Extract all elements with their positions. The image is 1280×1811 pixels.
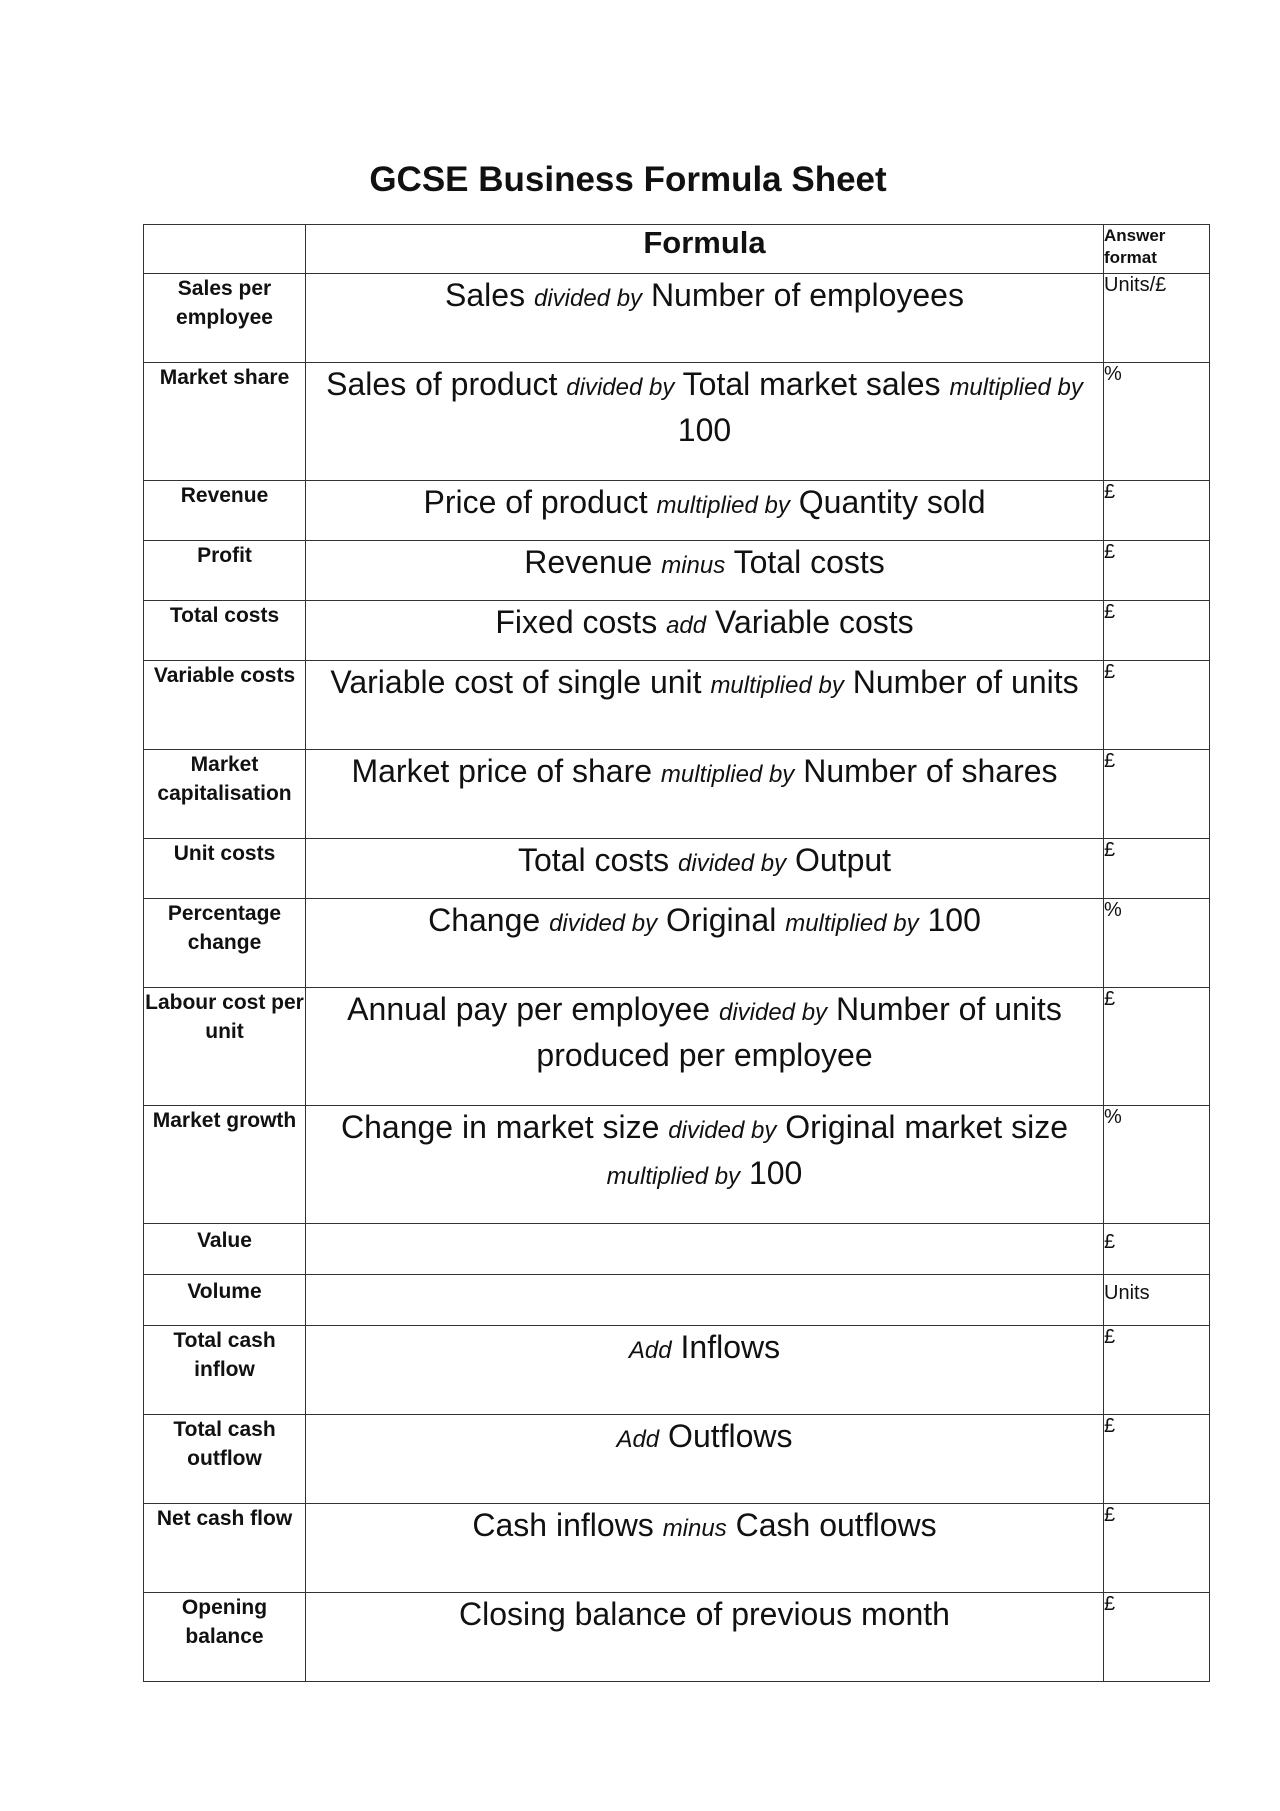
formula-operator: multiplied by bbox=[606, 1163, 741, 1190]
formula-term: Original bbox=[666, 902, 777, 938]
formula-cell bbox=[306, 1106, 1104, 1224]
table-row bbox=[144, 1415, 1210, 1504]
formula-operator: divided by bbox=[549, 910, 658, 937]
formula-cell bbox=[306, 1224, 1104, 1275]
table-row bbox=[144, 1326, 1210, 1415]
formula-term: Annual pay per employee bbox=[347, 991, 711, 1027]
formula-cell bbox=[306, 988, 1104, 1106]
formula-term: 100 bbox=[748, 1155, 803, 1191]
formula-table bbox=[143, 224, 1210, 1682]
table-row bbox=[144, 481, 1210, 541]
formula-operator: minus bbox=[662, 1515, 727, 1542]
measure-name: Labour cost per unit bbox=[144, 988, 306, 1106]
formula-operator: Add bbox=[616, 1426, 660, 1453]
formula-operator: Add bbox=[628, 1337, 672, 1364]
formula-cell bbox=[306, 274, 1104, 363]
measure-name: Revenue bbox=[144, 481, 306, 541]
formula-operator: divided by bbox=[678, 850, 787, 877]
formula-cell bbox=[306, 1326, 1104, 1415]
header-row bbox=[144, 225, 1210, 274]
formula-operator: add bbox=[666, 612, 707, 639]
formula-term: Change in market size bbox=[341, 1109, 660, 1145]
answer-format-cell: Units bbox=[1104, 1275, 1210, 1326]
formula-operator: divided by bbox=[566, 374, 675, 401]
formula-cell bbox=[306, 363, 1104, 481]
formula-cell bbox=[306, 750, 1104, 839]
formula-term: Number of shares bbox=[803, 753, 1058, 789]
page-title: GCSE Business Formula Sheet bbox=[369, 160, 887, 199]
table-row bbox=[144, 750, 1210, 839]
formula-operator: multiplied by bbox=[949, 374, 1083, 401]
measure-name: Value bbox=[144, 1224, 306, 1275]
measure-name: Total cash inflow bbox=[144, 1326, 306, 1415]
formula-term: Number of units produced per employee bbox=[536, 991, 1062, 1073]
formula-operator: multiplied by bbox=[660, 761, 795, 788]
formula-term: 100 bbox=[677, 412, 732, 448]
table-row bbox=[144, 839, 1210, 899]
formula-term: Fixed costs bbox=[495, 604, 658, 640]
measure-name: Opening balance bbox=[144, 1593, 306, 1682]
table-row bbox=[144, 541, 1210, 601]
measure-name: Percentage change bbox=[144, 899, 306, 988]
formula-term: Number of units bbox=[852, 664, 1079, 700]
formula-term: Market price of share bbox=[351, 753, 653, 789]
formula-operator: minus bbox=[661, 552, 726, 579]
formula-term: Change bbox=[428, 902, 541, 938]
answer-format-cell: £ bbox=[1104, 750, 1210, 839]
formula-term: Outflows bbox=[668, 1418, 793, 1454]
table-row bbox=[144, 1504, 1210, 1593]
formula-operator: divided by bbox=[718, 999, 828, 1026]
answer-format-cell: % bbox=[1104, 899, 1210, 988]
answer-format-cell: £ bbox=[1104, 541, 1210, 601]
answer-format-cell: £ bbox=[1104, 601, 1210, 661]
answer-format-cell: £ bbox=[1104, 839, 1210, 899]
formula-term: Price of product bbox=[423, 484, 648, 520]
formula-term: Sales of product bbox=[326, 366, 558, 402]
formula-cell bbox=[306, 601, 1104, 661]
table-row bbox=[144, 1275, 1210, 1326]
table-row bbox=[144, 601, 1210, 661]
formula-operator: divided by bbox=[668, 1117, 777, 1144]
table-row bbox=[144, 1106, 1210, 1224]
formula-cell bbox=[306, 1504, 1104, 1593]
formula-term: Revenue bbox=[524, 544, 653, 580]
answer-format-cell: £ bbox=[1104, 1504, 1210, 1593]
formula-term: Total costs bbox=[733, 544, 885, 580]
answer-format-cell: Units/£ bbox=[1104, 274, 1210, 363]
formula-cell bbox=[306, 1593, 1104, 1682]
measure-name: Net cash flow bbox=[144, 1504, 306, 1593]
measure-name: Total cash outflow bbox=[144, 1415, 306, 1504]
formula-term: Sales bbox=[445, 277, 526, 313]
formula-term: Cash inflows bbox=[472, 1507, 654, 1543]
measure-name: Volume bbox=[144, 1275, 306, 1326]
formula-operator: divided by bbox=[533, 285, 643, 312]
formula-term: Variable cost of single unit bbox=[330, 664, 702, 700]
answer-format-cell: % bbox=[1104, 1106, 1210, 1224]
table-row bbox=[144, 1224, 1210, 1275]
formula-term: Closing balance of previous month bbox=[459, 1596, 950, 1632]
formula-cell bbox=[306, 839, 1104, 899]
measure-name: Sales per employee bbox=[144, 274, 306, 363]
formula-term: Variable costs bbox=[715, 604, 914, 640]
answer-format-cell: £ bbox=[1104, 988, 1210, 1106]
header-formula: Formula bbox=[306, 225, 1104, 274]
formula-operator: multiplied by bbox=[710, 672, 844, 699]
formula-term: Original market size bbox=[785, 1109, 1068, 1145]
formula-term: 100 bbox=[927, 902, 981, 938]
formula-term: Inflows bbox=[680, 1329, 781, 1365]
header-answer-format: Answer format bbox=[1104, 225, 1210, 274]
header-blank-cell bbox=[144, 225, 306, 274]
answer-format-cell: £ bbox=[1104, 1326, 1210, 1415]
table-row bbox=[144, 274, 1210, 363]
formula-cell bbox=[306, 1415, 1104, 1504]
formula-cell bbox=[306, 481, 1104, 541]
answer-format-cell: £ bbox=[1104, 481, 1210, 541]
formula-term: Number of employees bbox=[650, 277, 964, 313]
formula-cell bbox=[306, 661, 1104, 750]
formula-term: Cash outflows bbox=[735, 1507, 937, 1543]
answer-format-cell: £ bbox=[1104, 1593, 1210, 1682]
answer-format-cell: % bbox=[1104, 363, 1210, 481]
formula-cell bbox=[306, 899, 1104, 988]
table-row bbox=[144, 363, 1210, 481]
measure-name: Market growth bbox=[144, 1106, 306, 1224]
formula-term: Output bbox=[794, 842, 892, 878]
formula-rows bbox=[144, 274, 1210, 1682]
measure-name: Variable costs bbox=[144, 661, 306, 750]
table-row bbox=[144, 661, 1210, 750]
formula-term: Total market sales bbox=[682, 366, 941, 402]
answer-format-cell: £ bbox=[1104, 661, 1210, 750]
formula-cell bbox=[306, 541, 1104, 601]
answer-format-cell: £ bbox=[1104, 1415, 1210, 1504]
answer-format-cell: £ bbox=[1104, 1224, 1210, 1275]
measure-name: Market share bbox=[144, 363, 306, 481]
measure-name: Unit costs bbox=[144, 839, 306, 899]
measure-name: Total costs bbox=[144, 601, 306, 661]
formula-term: Quantity sold bbox=[798, 484, 986, 520]
formula-cell bbox=[306, 1275, 1104, 1326]
formula-term: Total costs bbox=[517, 842, 670, 878]
formula-operator: multiplied by bbox=[785, 910, 919, 937]
table-row bbox=[144, 899, 1210, 988]
formula-operator: multiplied by bbox=[656, 492, 790, 519]
table-row bbox=[144, 988, 1210, 1106]
table-row bbox=[144, 1593, 1210, 1682]
measure-name: Profit bbox=[144, 541, 306, 601]
measure-name: Market capitalisation bbox=[144, 750, 306, 839]
